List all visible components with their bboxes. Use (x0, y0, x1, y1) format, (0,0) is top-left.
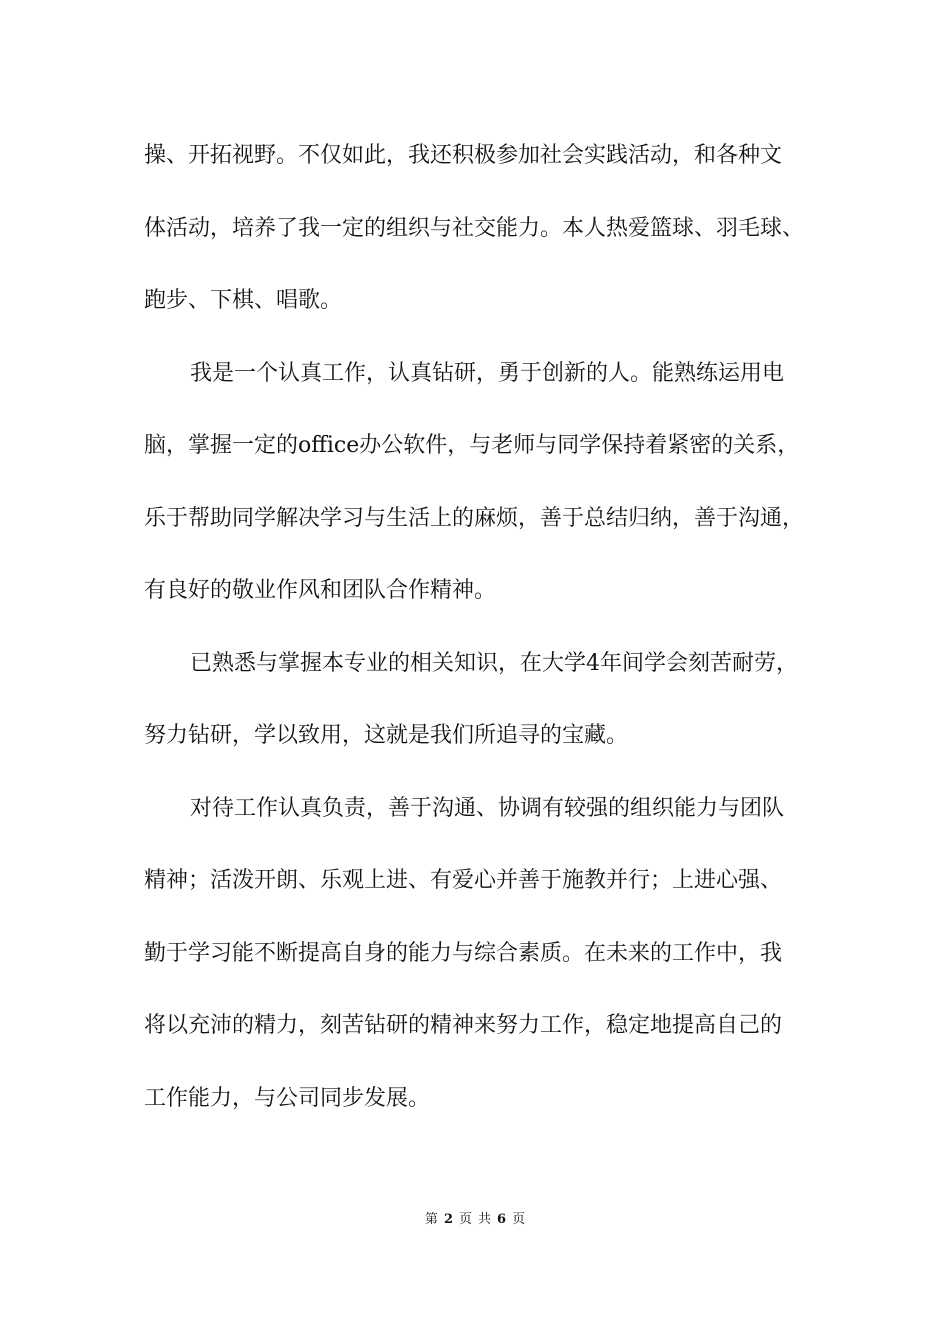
body-text (144, 130, 816, 1145)
footer-prefix: 第 (424, 1212, 438, 1227)
text-line: 跑步、下棋、唱歌。 (144, 288, 343, 313)
text-line: 努力钻研，学以致用，这就是我们所追寻的宝藏。 (144, 723, 629, 748)
footer-suffix: 页 (512, 1212, 526, 1227)
text-line: 脑，掌握一定的office办公软件，与老师与同学保持着紧密的关系， (144, 433, 800, 458)
text-line: 将以充沛的精力，刻苦钻研的精神来努力工作，稳定地提高自己的 (144, 1013, 783, 1038)
text-line: 操、开拓视野。不仅如此，我还积极参加社会实践活动，和各种文 (144, 143, 783, 168)
text-line: 乐于帮助同学解决学习与生活上的麻烦，善于总结归纳，善于沟通， (144, 505, 805, 531)
footer-total-word: 共 (478, 1212, 492, 1227)
text-line: 我是一个认真工作，认真钻研，勇于创新的人。能熟练运用电 (190, 360, 785, 386)
text-line: 精神；活泼开朗、乐观上进、有爱心并善于施教并行；上进心强、 (144, 868, 783, 893)
text-line: 对待工作认真负责，善于沟通、协调有较强的组织能力与团队 (190, 795, 785, 821)
footer-total-pages: 6 (497, 1212, 507, 1227)
text-line: 已熟悉与掌握本专业的相关知识，在大学4年间学会刻苦耐劳， (190, 650, 798, 676)
footer-page-word: 页 (458, 1212, 472, 1227)
text-line: 体活动，培养了我一定的组织与社交能力。本人热爱篮球、羽毛球、 (144, 215, 805, 241)
text-line: 工作能力，与公司同步发展。 (144, 1085, 431, 1111)
page-footer (0, 1208, 950, 1227)
text-line: 勤于学习能不断提高自身的能力与综合素质。在未来的工作中，我 (144, 940, 783, 966)
text-line: 有良好的敬业作风和团队合作精神。 (144, 578, 497, 603)
footer-current-page: 2 (443, 1212, 453, 1227)
